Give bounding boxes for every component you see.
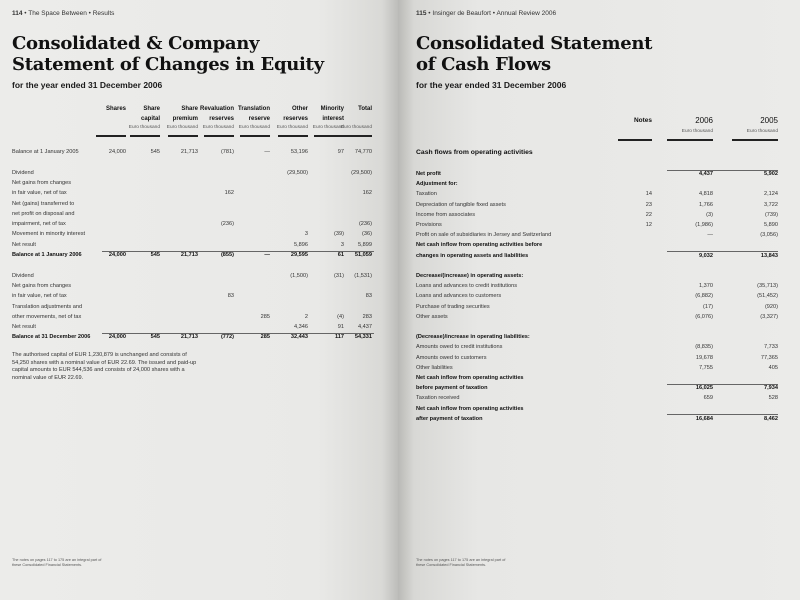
table-row	[416, 364, 786, 373]
row-value-2006: 16,025	[695, 385, 713, 392]
table-row	[12, 179, 382, 188]
row-label: Decrease/(increase) in operating assets:	[416, 273, 524, 279]
row-label: Net profit	[416, 171, 441, 177]
column-rule	[204, 135, 234, 137]
title-line-2: of Cash Flows	[416, 54, 551, 75]
row-value: 162	[224, 190, 234, 197]
column-header	[158, 104, 198, 124]
row-value: (1,531)	[354, 272, 372, 279]
table-row	[416, 354, 786, 363]
row-label: Other liabilities	[416, 364, 453, 371]
table-row	[12, 303, 382, 312]
row-value: 51,059	[354, 252, 372, 258]
column-header-line-2: reserves	[283, 116, 308, 122]
table-row	[416, 180, 786, 189]
row-value-2006: 7,755	[699, 364, 713, 371]
row-label: other movements, net of tax	[12, 313, 82, 320]
table-row	[416, 190, 786, 199]
row-value-2005: 3,722	[764, 201, 778, 208]
row-note: 23	[645, 201, 652, 208]
row-label: Amounts owed to credit institutions	[416, 344, 503, 351]
column-rule	[278, 135, 308, 137]
table-row	[416, 394, 786, 403]
column-rule	[667, 139, 713, 141]
table-row	[12, 282, 382, 291]
column-header-notes: Notes	[633, 117, 652, 124]
column-rule	[96, 135, 126, 137]
table-row	[416, 405, 786, 414]
table-row	[416, 303, 786, 312]
row-value-2006: 1,766	[699, 201, 713, 208]
left-page	[0, 0, 398, 600]
row-value-2006: (6,882)	[695, 293, 713, 300]
row-value: 61	[337, 252, 344, 258]
row-value-2006: (17)	[703, 303, 713, 310]
column-header-line-1: Translation	[237, 106, 270, 112]
row-label: Net gains from changes	[12, 179, 72, 186]
row-label: before payment of taxation	[416, 385, 488, 392]
table-row	[416, 211, 786, 220]
title-line-2: Statement of Changes in Equity	[12, 54, 324, 75]
column-rule	[342, 135, 372, 137]
row-label: in fair value, net of tax	[12, 190, 67, 197]
table-row	[416, 313, 786, 322]
row-value-2006: (3)	[706, 211, 713, 218]
row-value: (781)	[220, 149, 234, 155]
table-row	[416, 282, 786, 291]
row-value: 5,896	[294, 241, 308, 248]
running-header-text: • Insinger de Beaufort • Annual Review 2006	[426, 10, 557, 17]
table-row	[12, 158, 382, 167]
column-unit: Euro thousand	[276, 125, 308, 130]
table-row	[12, 210, 382, 219]
row-value-2005: 2,124	[764, 191, 778, 198]
row-value: (236)	[358, 221, 372, 228]
row-label: Loans and advances to customers	[416, 293, 502, 300]
running-header	[416, 10, 556, 17]
row-value-2005: 8,462	[764, 415, 778, 422]
table-row	[416, 272, 786, 281]
row-value: 545	[150, 334, 160, 341]
column-header-line-2: reserve	[248, 116, 270, 122]
row-value: 162	[362, 190, 372, 197]
column-header	[268, 104, 308, 124]
row-label: Dividend	[12, 272, 34, 279]
row-value-2005: 5,890	[764, 222, 778, 228]
row-value: 24,000	[108, 252, 126, 258]
row-value: 97	[337, 149, 344, 155]
row-value: 32,443	[290, 334, 308, 341]
table-row	[12, 220, 382, 229]
table-row	[416, 292, 786, 301]
row-label: Net cash inflow from operating activities before	[416, 242, 543, 249]
row-label: Balance at 1 January 2006	[12, 252, 82, 258]
column-header-line-2: capital	[140, 116, 160, 122]
equity-table	[12, 104, 382, 349]
subtotal-rule	[667, 414, 778, 415]
row-value-2005: (3,327)	[760, 313, 778, 320]
column-rule	[314, 135, 344, 137]
column-unit: Euro thousand	[238, 125, 270, 130]
row-value: (236)	[220, 221, 234, 228]
page-title	[12, 33, 324, 75]
row-value: 545	[150, 149, 160, 155]
capital-note: The authorised capital of EUR 1,230,879 is unchanged and consists of 54,250 shares with a nominal value of EUR 22.69. The issued and paid-up capital amounts to EUR 544,536 and consists of 24,000 shares with a nominal value of EUR 22.69.	[12, 352, 197, 381]
subtotal-rule	[667, 384, 778, 385]
row-value-2006: (8,835)	[695, 344, 713, 351]
row-value-2005: (35,713)	[757, 283, 778, 290]
row-value: 285	[260, 334, 270, 341]
footnote: The notes on pages 117 to 175 are an integral part of these Consolidated Financial Statements.	[12, 558, 102, 567]
row-value: 21,713	[180, 252, 198, 258]
footnote: The notes on pages 117 to 175 are an integral part of these Consolidated Financial Statements.	[416, 558, 506, 567]
column-header	[194, 104, 234, 124]
table-row	[12, 241, 382, 250]
row-value: 5,899	[358, 241, 372, 248]
row-value: 24,000	[108, 334, 126, 341]
table-row	[416, 170, 786, 179]
running-header	[12, 10, 114, 17]
table-row	[416, 415, 786, 424]
subtotal-rule	[667, 251, 778, 252]
row-value-2005: 77,365	[760, 354, 778, 361]
table-row	[416, 231, 786, 240]
column-rule	[240, 135, 270, 137]
row-value: 4,437	[358, 324, 372, 331]
row-value-2006: —	[707, 232, 713, 239]
row-value-2006: 4,437	[699, 171, 713, 177]
row-label: Balance at 31 December 2006	[12, 334, 91, 341]
page-number: 114	[12, 10, 23, 17]
row-label: Profit on sale of subsidiaries in Jersey and Switzerland	[416, 232, 552, 239]
row-value-2006: (1,986)	[695, 222, 713, 228]
column-header-2006: 2006	[695, 116, 713, 125]
row-note: 12	[645, 222, 652, 228]
column-rule	[130, 135, 160, 137]
column-rule	[732, 139, 778, 141]
column-header	[120, 104, 160, 124]
page-title	[416, 33, 652, 75]
row-value-2005: (920)	[764, 303, 778, 310]
row-value: (4)	[337, 313, 344, 320]
row-value: 117	[334, 334, 344, 341]
row-value: 545	[150, 252, 160, 258]
row-label: Net gains from changes	[12, 282, 72, 289]
title-line-1: Consolidated & Company	[12, 33, 260, 54]
row-value-2006: 16,684	[695, 415, 713, 422]
row-value: 283	[362, 313, 372, 320]
row-note: 14	[645, 191, 652, 198]
row-value-2005: 7,733	[764, 344, 778, 351]
row-value-2005: (739)	[764, 211, 778, 218]
row-label: Loans and advances to credit institutions	[416, 283, 518, 290]
table-row	[12, 251, 382, 260]
column-header-2005: 2005	[760, 116, 778, 125]
table-row	[416, 241, 786, 250]
page-subtitle: for the year ended 31 December 2006	[12, 80, 163, 90]
row-label: Net cash inflow from operating activities	[416, 405, 524, 412]
row-value-2005: 528	[768, 395, 778, 402]
row-value-2005: 7,934	[764, 385, 778, 392]
row-note: 22	[645, 211, 652, 218]
row-value: 21,713	[180, 149, 198, 155]
row-value: 91	[337, 324, 344, 331]
table-row	[416, 323, 786, 332]
column-unit: Euro thousand	[166, 125, 198, 130]
row-value: 285	[260, 313, 270, 320]
column-header	[332, 104, 372, 114]
row-value-2006: 4,818	[699, 191, 713, 198]
table-row	[12, 169, 382, 178]
row-label: Purchase of trading securities	[416, 303, 490, 310]
cash-flow-table	[416, 114, 786, 434]
row-label: Taxation	[416, 191, 437, 198]
row-value: (1,500)	[290, 272, 308, 279]
row-label: in fair value, net of tax	[12, 293, 67, 300]
column-unit: Euro thousand	[746, 129, 778, 134]
row-value: 21,713	[180, 334, 198, 341]
row-value: 3	[304, 231, 308, 238]
row-value: (29,500)	[351, 169, 372, 176]
row-value-2005: 405	[768, 364, 778, 371]
table-row	[12, 313, 382, 322]
row-value: 53,196	[290, 149, 308, 155]
column-unit: Euro thousand	[312, 125, 344, 130]
row-label: Translation adjustments and	[12, 303, 83, 310]
row-value: (39)	[334, 231, 344, 238]
row-value-2006: 659	[703, 395, 713, 402]
row-value: 3	[340, 241, 344, 248]
row-label: Provisions	[416, 222, 442, 228]
row-value: (29,500)	[287, 169, 308, 176]
row-label: after payment of taxation	[416, 415, 483, 422]
row-label: Amounts owed to customers	[416, 354, 487, 361]
table-row	[12, 230, 382, 239]
row-value-2005: (51,452)	[757, 293, 778, 300]
row-value-2005: 13,843	[760, 252, 778, 259]
table-row	[416, 374, 786, 383]
row-value: 83	[227, 293, 234, 300]
subtotal-rule	[667, 170, 778, 171]
row-value: 74,770	[354, 149, 372, 155]
row-label: Taxation received	[416, 395, 460, 402]
subtotal-rule	[102, 251, 374, 252]
column-rule	[168, 135, 198, 137]
row-label: Depreciation of tangible fixed assets	[416, 201, 506, 208]
row-value-2006: (6,076)	[695, 313, 713, 320]
row-label: Other assets	[416, 313, 448, 320]
column-header-line-2: reserves	[209, 116, 234, 122]
subtotal-rule	[102, 333, 374, 334]
page-number: 115	[416, 10, 427, 17]
row-value-2006: 19,678	[695, 354, 713, 361]
row-value: 83	[365, 293, 372, 300]
table-row	[416, 201, 786, 210]
row-label: changes in operating assets and liabilities	[416, 252, 529, 259]
table-row	[12, 333, 382, 342]
column-unit: Euro thousand	[681, 129, 713, 134]
row-value: (31)	[334, 272, 344, 279]
column-header-line-1: Other	[291, 106, 308, 112]
row-label: Movement in minority interest	[12, 231, 86, 238]
row-label: Income from associates	[416, 211, 476, 218]
title-line-1: Consolidated Statement	[416, 33, 653, 54]
row-value: —	[264, 252, 270, 258]
row-label: Net result	[12, 241, 36, 248]
row-value-2006: 1,370	[699, 283, 713, 290]
table-row	[12, 200, 382, 209]
table-row	[416, 221, 786, 230]
table-row	[416, 262, 786, 271]
row-label: Net result	[12, 324, 36, 331]
right-page	[398, 0, 800, 600]
table-row	[416, 343, 786, 352]
row-value-2006: 9,032	[699, 252, 713, 259]
row-value-2005: 5,902	[764, 171, 778, 177]
column-header-line-1: Minority	[320, 106, 344, 112]
table-row	[416, 252, 786, 261]
row-value-2005: (3,056)	[760, 232, 778, 239]
row-value: (36)	[362, 231, 372, 238]
row-label: Balance at 1 January 2005	[12, 149, 79, 155]
column-header-line-1: Share	[181, 106, 198, 112]
row-value: 4,346	[294, 324, 308, 331]
row-value: (772)	[220, 334, 234, 341]
table-row	[12, 189, 382, 198]
table-row	[12, 148, 382, 157]
column-header-line-1: Total	[358, 106, 372, 112]
column-header-line-1: Share	[143, 106, 160, 112]
table-row	[12, 323, 382, 332]
section-title: Cash flows from operating activities	[416, 149, 533, 156]
row-label: Adjustment for:	[416, 181, 458, 188]
column-unit: Euro thousand	[340, 125, 372, 130]
column-header	[230, 104, 270, 124]
row-label: Dividend	[12, 169, 34, 176]
column-rule	[618, 139, 652, 141]
column-unit: Euro thousand	[202, 125, 234, 130]
row-value: 2	[304, 313, 308, 320]
row-label: (Decrease)/increase in operating liabilities:	[416, 334, 530, 341]
column-unit: Euro thousand	[128, 125, 160, 130]
row-value: 29,595	[290, 252, 308, 258]
table-row	[416, 333, 786, 342]
table-row	[12, 292, 382, 301]
row-value: —	[264, 149, 270, 155]
page-subtitle: for the year ended 31 December 2006	[416, 80, 567, 90]
row-value: 54,331	[354, 334, 372, 341]
table-row	[12, 261, 382, 270]
row-label: net profit on disposal and	[12, 210, 75, 217]
table-row	[416, 384, 786, 393]
column-header-line-2: premium	[172, 116, 198, 122]
column-header-line-2: Shares	[105, 106, 126, 112]
row-label: impairment, net of tax	[12, 221, 66, 228]
row-value: 24,000	[108, 149, 126, 155]
column-header-line-2: interest	[322, 116, 344, 122]
row-label: Net cash inflow from operating activities	[416, 375, 524, 381]
row-label: Net (gains) transferred to	[12, 200, 75, 207]
column-header-line-1: Revaluation	[199, 106, 234, 112]
row-value: (855)	[220, 252, 234, 258]
running-header-text: • The Space Between • Results	[22, 10, 115, 17]
table-row	[12, 272, 382, 281]
